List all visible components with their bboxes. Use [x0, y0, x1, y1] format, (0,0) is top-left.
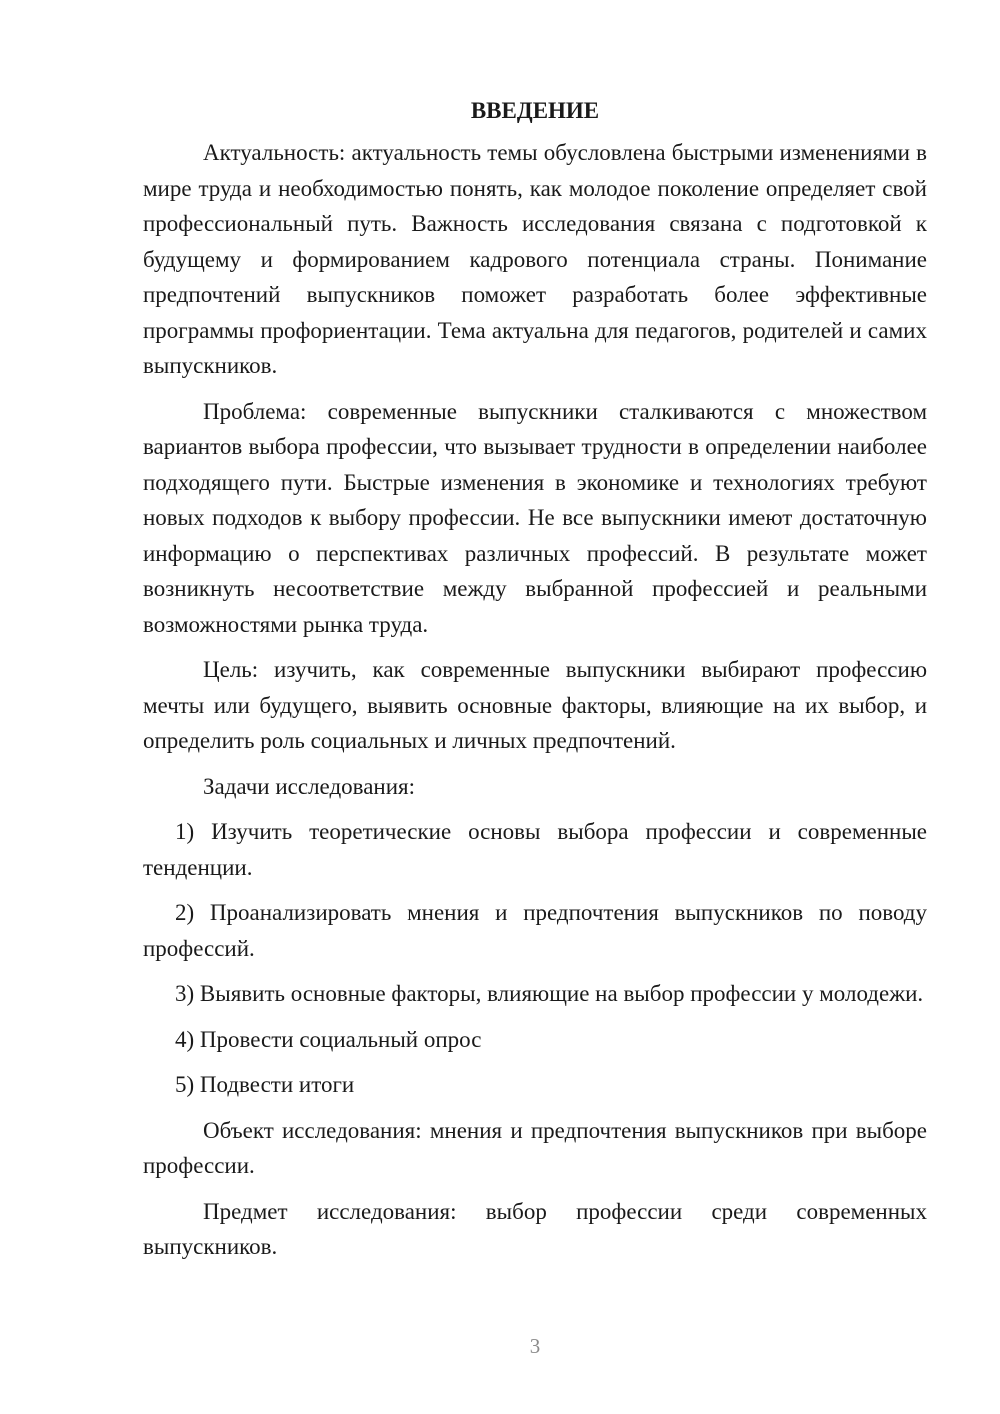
paragraph-problem: Проблема: современные выпускники сталкиваются с множеством вариантов выбора профессии, что вызывает трудности в определении наиболее подходящего пути. Быстрые изменения в экономике и технологиях требуют новых подходов к выбору профессии. Не все выпускники имеют достаточную информацию о перспективах различных профессий. В результате может возникнуть несоответствие между выбранной профессией и реальными возможностями рынка труда.	[143, 398, 927, 637]
paragraph-relevance: Актуальность: актуальность темы обусловлена быстрыми изменениями в мире труда и необходимостью понять, как молодое поколение определяет свой профессиональный путь. Важность исследования связана с подготовкой к будущему и формированием кадрового потенциала страны. Понимание предпочтений выпускников поможет разработать более эффективные программы профориентации. Тема актуальна для педагогов, родителей и самих выпускников.	[143, 140, 927, 378]
document-body	[143, 93, 927, 1275]
list-item: 4) Провести социальный опрос	[175, 1026, 482, 1052]
paragraph-subject: Предмет исследования: выбор профессии среди современных выпускников.	[143, 1198, 927, 1259]
paragraph-tasks-heading: Задачи исследования:	[203, 773, 416, 799]
list-item: 2) Проанализировать мнения и предпочтения выпускников по поводу профессий.	[143, 900, 927, 961]
paragraph-object: Объект исследования: мнения и предпочтения выпускников при выборе профессии.	[143, 1117, 927, 1178]
paragraph-goal: Цель: изучить, как современные выпускники выбирают профессию мечты или будущего, выявить основные факторы, влияющие на их выбор, и определить роль социальных и личных предпочтений.	[143, 657, 927, 753]
list-item: 1) Изучить теоретические основы выбора профессии и современные тенденции.	[143, 819, 927, 880]
page-title: ВВЕДЕНИЕ	[470, 98, 600, 123]
list-item: 3) Выявить основные факторы, влияющие на выбор профессии у молодежи.	[175, 981, 924, 1006]
page-number: 3	[529, 1334, 541, 1358]
list-item: 5) Подвести итоги	[175, 1072, 355, 1097]
